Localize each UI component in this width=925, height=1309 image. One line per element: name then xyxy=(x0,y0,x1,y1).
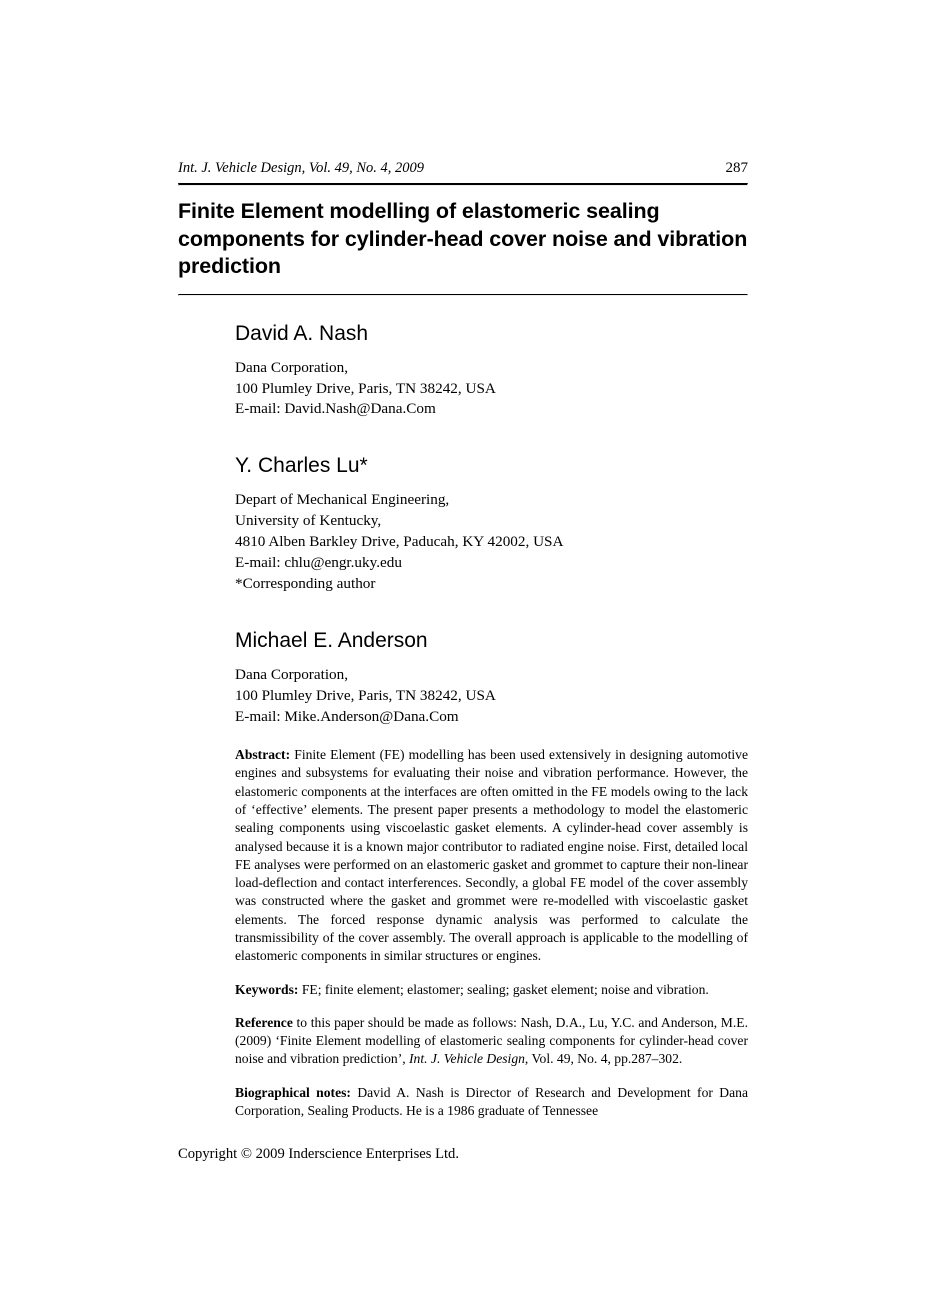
page-content xyxy=(178,160,748,1135)
author-email: E-mail: Mike.Anderson@Dana.Com xyxy=(235,708,459,726)
biographical-text: David A. Nash is Director of Research and Development for Dana Corporation, Sealing Products. He is a 1986 graduate of Tennessee xyxy=(235,1084,748,1118)
affiliation-line: University of Kentucky, xyxy=(235,512,382,530)
biographical-paragraph xyxy=(235,1084,748,1121)
author-affiliation xyxy=(235,358,748,421)
author-name: Michael E. Anderson xyxy=(235,629,428,653)
corresponding-author-note: *Corresponding author xyxy=(235,575,376,593)
affiliation-line: 4810 Alben Barkley Drive, Paducah, KY 42002, USA xyxy=(235,533,564,551)
reference-paragraph xyxy=(235,1014,748,1069)
authors-block xyxy=(178,322,748,729)
abstract-paragraph xyxy=(235,746,748,965)
journal-citation: Int. J. Vehicle Design, Vol. 49, No. 4, 2009 xyxy=(178,160,425,176)
author-affiliation xyxy=(235,665,748,728)
page-number: 287 xyxy=(725,160,748,176)
keywords-text: FE; finite element; elastomer; sealing; gasket element; noise and vibration. xyxy=(298,981,709,997)
biographical-label: Biographical notes: xyxy=(235,1084,351,1100)
affiliation-line: Depart of Mechanical Engineering, xyxy=(235,491,450,509)
author-email: E-mail: David.Nash@Dana.Com xyxy=(235,400,436,418)
running-head xyxy=(178,160,748,183)
keywords-paragraph xyxy=(235,981,748,999)
reference-label: Reference xyxy=(235,1014,293,1030)
affiliation-line: Dana Corporation, xyxy=(235,666,349,684)
front-matter-block xyxy=(178,746,748,1120)
header-rule-top xyxy=(178,183,748,186)
author-name: Y. Charles Lu* xyxy=(235,454,368,478)
affiliation-line: 100 Plumley Drive, Paris, TN 38242, USA xyxy=(235,687,496,705)
abstract-text: Finite Element (FE) modelling has been used extensively in designing automotive engines and subsystems for evaluating their noise and vibration performance. However, the elastomeric components at the interfaces are often omitted in the FE models owing to the lack of ‘effective’ elements. The present paper presents a methodology to model the elastomeric sealing components using viscoelastic gasket elements. A cylinder-head cover assembly is analysed because it is a known major contributor to radiated engine noise. First, detailed local FE analyses were performed on an elastomeric gasket and grommet to capture their non-linear load-deflection and contact interferences. Secondly, a global FE model of the cover assembly was constructed where the gasket and grommet were re-modelled with viscoelastic gasket elements. The forced response dynamic analysis was performed to calculate the transmissibility of the cover assembly. The overall approach is applicable to the modelling of elastomeric components in similar structures or engines. xyxy=(235,747,748,964)
copyright-notice: Copyright © 2009 Inderscience Enterprises Ltd. xyxy=(178,1146,460,1162)
reference-journal-title: Int. J. Vehicle Design xyxy=(409,1051,525,1067)
author-affiliation xyxy=(235,490,748,595)
reference-text-before: to this paper should be made as follows: Nash, D.A., Lu, Y.C. and Anderson, M.E. (2009) ‘Finite Element modelling of elastomeric sealing components for cylinder-head cover noise and vibration prediction’, xyxy=(235,1014,748,1067)
affiliation-line: 100 Plumley Drive, Paris, TN 38242, USA xyxy=(235,379,496,397)
author-email: E-mail: chlu@engr.uky.edu xyxy=(235,554,402,572)
author-entry xyxy=(235,322,748,421)
author-entry xyxy=(235,454,748,595)
header-rule-bottom xyxy=(178,294,748,296)
author-name: David A. Nash xyxy=(235,321,369,345)
reference-text-after: , Vol. 49, No. 4, pp.287–302. xyxy=(524,1051,683,1067)
keywords-label: Keywords: xyxy=(235,981,299,997)
abstract-label: Abstract: xyxy=(235,747,291,763)
author-entry xyxy=(235,629,748,728)
article-title: Finite Element modelling of elastomeric sealing components for cylinder-head cover noise and vibration prediction xyxy=(178,199,748,279)
affiliation-line: Dana Corporation, xyxy=(235,358,349,376)
